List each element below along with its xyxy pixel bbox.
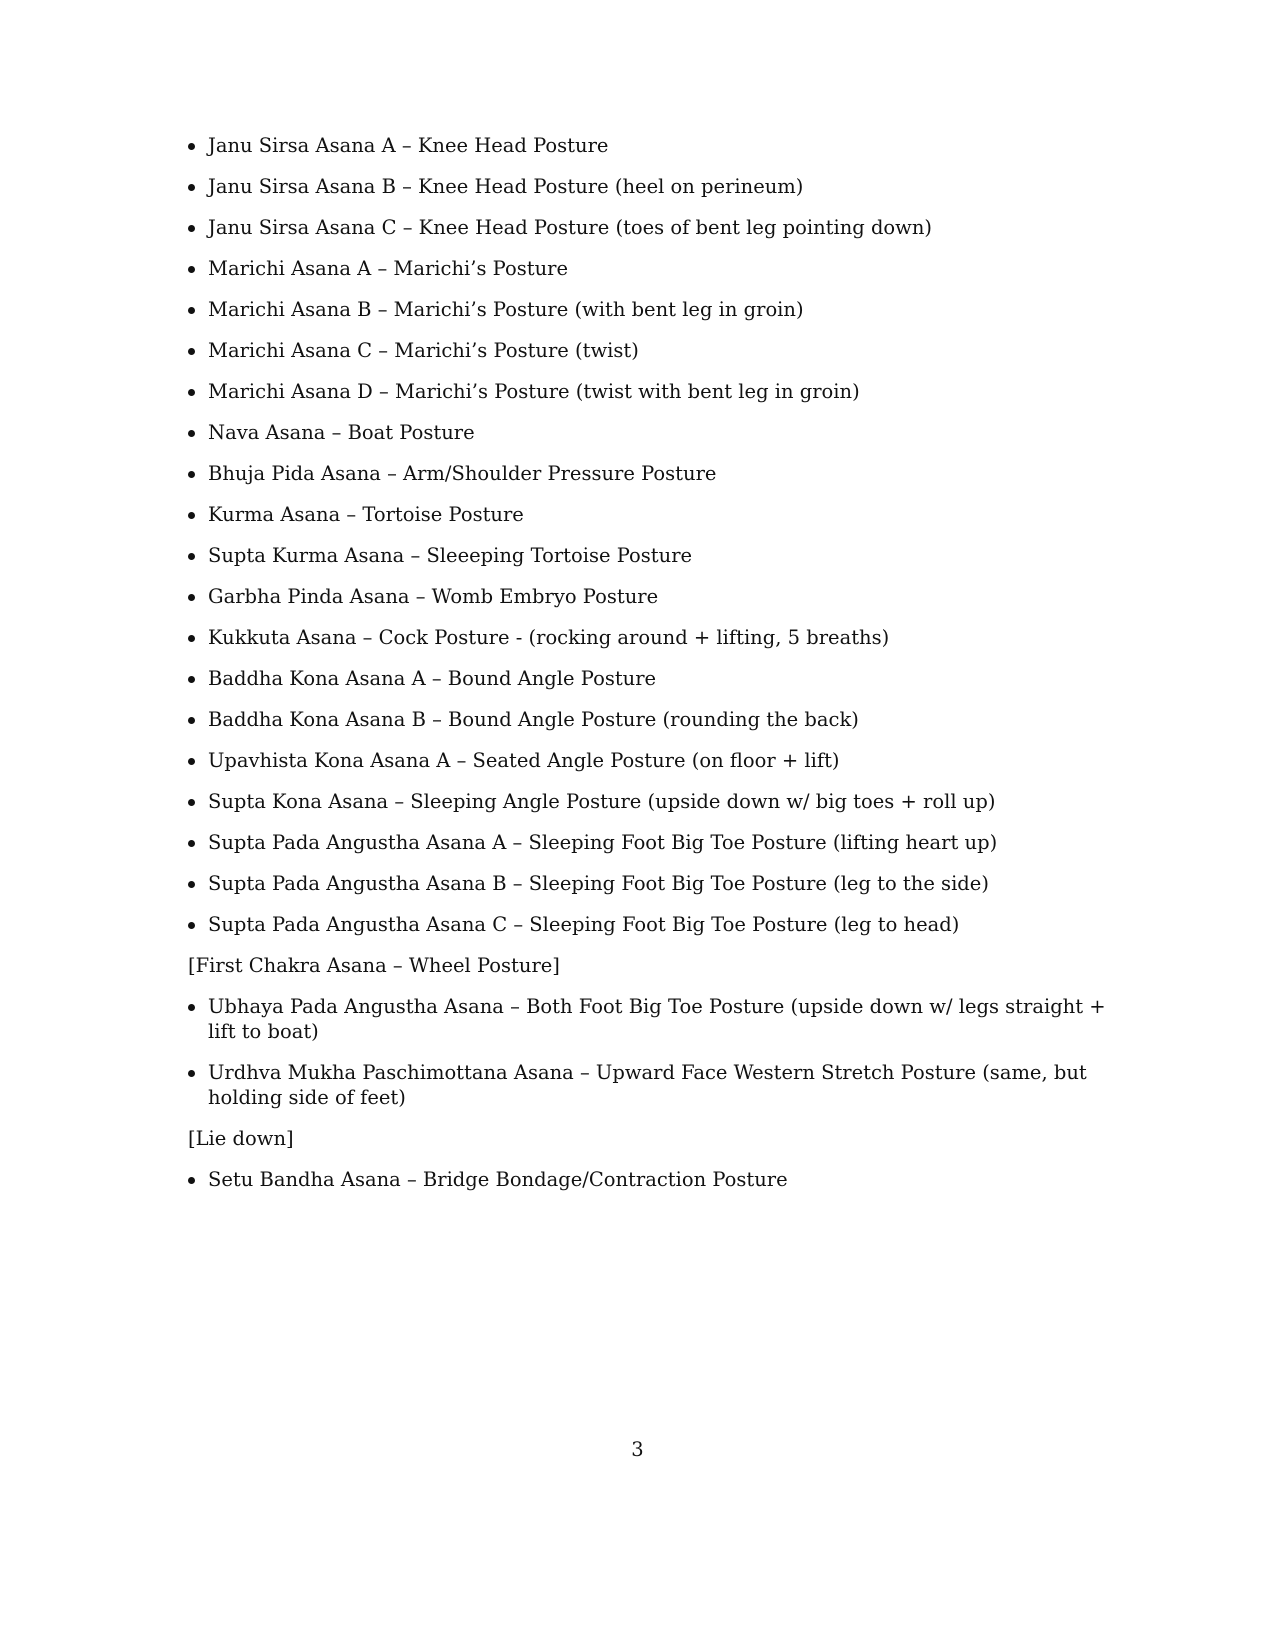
list-item [188, 666, 1113, 691]
list-item-text: Supta Kona Asana – Sleeping Angle Posture (upside down w/ big toes + roll up) [208, 790, 996, 813]
list-item [188, 625, 1113, 650]
bullet-icon [188, 1070, 195, 1077]
bullet-icon [188, 307, 195, 314]
list-item [188, 420, 1113, 445]
list-item [188, 1060, 1113, 1110]
list-item [188, 584, 1113, 609]
list-item [188, 707, 1113, 732]
bullet-icon [188, 348, 195, 355]
bullet-icon [188, 676, 195, 683]
asana-list [188, 1167, 1113, 1192]
bullet-icon [188, 1004, 195, 1011]
list-item-text: Janu Sirsa Asana B – Knee Head Posture (heel on perineum) [208, 175, 804, 198]
list-item-text: Bhuja Pida Asana – Arm/Shoulder Pressure Posture [208, 462, 717, 485]
bullet-icon [188, 553, 195, 560]
list-item [188, 871, 1113, 896]
asana-list [188, 994, 1113, 1110]
list-item [188, 215, 1113, 240]
list-item-text: Supta Kurma Asana – Sleeeping Tortoise Posture [208, 544, 693, 567]
list-item [188, 1167, 1113, 1192]
list-item [188, 748, 1113, 773]
list-item-text: Urdhva Mukha Paschimottana Asana – Upward Face Western Stretch Posture (same, but holding side of feet) [208, 1061, 1087, 1109]
list-item [188, 256, 1113, 281]
list-item-text: Marichi Asana C – Marichi’s Posture (twist) [208, 339, 639, 362]
bullet-icon [188, 799, 195, 806]
list-item-text: Kukkuta Asana – Cock Posture - (rocking around + lifting, 5 breaths) [208, 626, 890, 649]
list-item-text: Supta Pada Angustha Asana C – Sleeping Foot Big Toe Posture (leg to head) [208, 913, 960, 936]
list-item [188, 830, 1113, 855]
bullet-icon [188, 430, 195, 437]
bullet-icon [188, 1177, 195, 1184]
list-item [188, 174, 1113, 199]
bullet-icon [188, 840, 195, 847]
bullet-icon [188, 512, 195, 519]
list-item [188, 912, 1113, 937]
section-note: [Lie down] [188, 1127, 294, 1150]
list-item [188, 133, 1113, 158]
list-item-text: Kurma Asana – Tortoise Posture [208, 503, 524, 526]
list-item [188, 994, 1113, 1044]
bullet-icon [188, 471, 195, 478]
list-item-text: Marichi Asana A – Marichi’s Posture [208, 257, 568, 280]
page-content [188, 133, 1113, 1208]
list-item-text: Janu Sirsa Asana C – Knee Head Posture (toes of bent leg pointing down) [208, 216, 933, 239]
list-item-text: Marichi Asana B – Marichi’s Posture (with bent leg in groin) [208, 298, 804, 321]
bullet-icon [188, 635, 195, 642]
list-item [188, 789, 1113, 814]
list-item-text: Marichi Asana D – Marichi’s Posture (twist with bent leg in groin) [208, 380, 860, 403]
list-item-text: Janu Sirsa Asana A – Knee Head Posture [208, 134, 609, 157]
bullet-icon [188, 143, 195, 150]
bullet-icon [188, 225, 195, 232]
list-item-text: Garbha Pinda Asana – Womb Embryo Posture [208, 585, 659, 608]
list-item [188, 297, 1113, 322]
list-item-text: Supta Pada Angustha Asana B – Sleeping Foot Big Toe Posture (leg to the side) [208, 872, 989, 895]
list-item [188, 543, 1113, 568]
list-item [188, 461, 1113, 486]
list-item [188, 338, 1113, 363]
list-item-text: Setu Bandha Asana – Bridge Bondage/Contraction Posture [208, 1168, 788, 1191]
list-item-text: Baddha Kona Asana B – Bound Angle Posture (rounding the back) [208, 708, 859, 731]
list-item [188, 502, 1113, 527]
section-note: [First Chakra Asana – Wheel Posture] [188, 954, 560, 977]
asana-list [188, 133, 1113, 937]
asana-sequence [188, 133, 1113, 1192]
list-item-text: Upavhista Kona Asana A – Seated Angle Posture (on floor + lift) [208, 749, 840, 772]
bullet-icon [188, 266, 195, 273]
list-item-text: Ubhaya Pada Angustha Asana – Both Foot Big Toe Posture (upside down w/ legs straight + lift to boat) [208, 995, 1106, 1043]
page-number: 3 [631, 1438, 644, 1461]
bullet-icon [188, 881, 195, 888]
list-item-text: Supta Pada Angustha Asana A – Sleeping Foot Big Toe Posture (lifting heart up) [208, 831, 998, 854]
list-item-text: Baddha Kona Asana A – Bound Angle Posture [208, 667, 657, 690]
bullet-icon [188, 922, 195, 929]
bullet-icon [188, 389, 195, 396]
bullet-icon [188, 594, 195, 601]
list-item [188, 379, 1113, 404]
bullet-icon [188, 184, 195, 191]
bullet-icon [188, 758, 195, 765]
bullet-icon [188, 717, 195, 724]
list-item-text: Nava Asana – Boat Posture [208, 421, 475, 444]
